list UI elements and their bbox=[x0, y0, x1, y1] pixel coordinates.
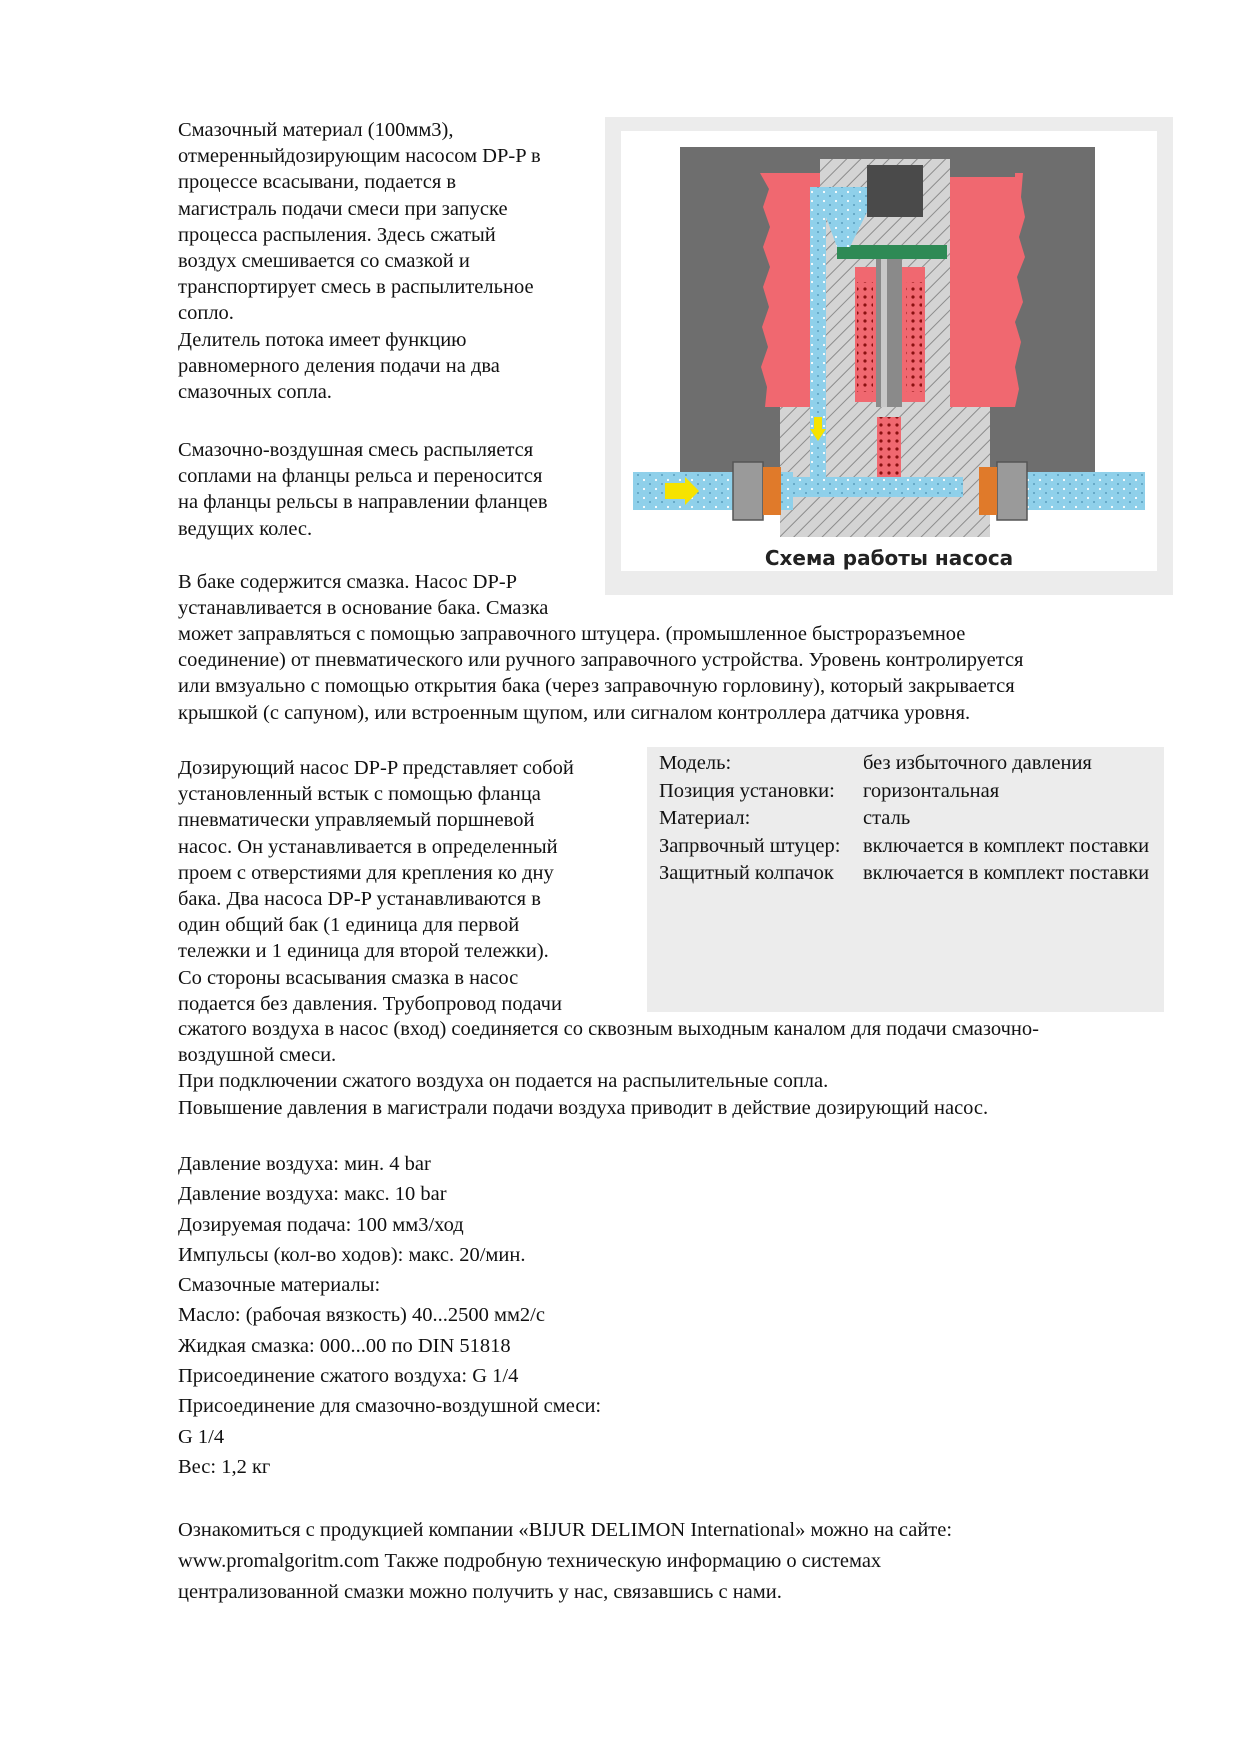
technical-specs bbox=[178, 1149, 878, 1482]
spec-line: Давление воздуха: макс. 10 bar bbox=[178, 1183, 447, 1206]
spec-table bbox=[647, 747, 1164, 1012]
tank-paragraph-start bbox=[178, 569, 598, 621]
table-row bbox=[647, 751, 1164, 779]
spec-line: Импульсы (кол-во ходов): макс. 20/мин. bbox=[178, 1243, 526, 1266]
table-row bbox=[647, 834, 1164, 862]
text-line: может заправляться с помощью заправочного штуцера. (промышленное быстроразъемное bbox=[178, 623, 966, 645]
spring-left bbox=[857, 282, 873, 392]
text-line: Ознакомиться с продукцией компании «BIJUR DELIMON International» можно на сайте: bbox=[178, 1519, 953, 1541]
text-line: устанавливается в основание бака. Смазка bbox=[178, 597, 549, 620]
figure-caption: Схема работы насоса bbox=[764, 546, 1014, 570]
cap bbox=[867, 165, 923, 217]
text-line: транспортирует смесь в распылительное bbox=[178, 276, 534, 299]
spec-value: сталь bbox=[863, 807, 911, 830]
spec-key: Позиция установки: bbox=[659, 779, 835, 802]
tank-paragraph-continued bbox=[178, 621, 1168, 726]
text-line: воздушной смеси. bbox=[178, 1044, 337, 1067]
spec-line: Масло: (рабочая вязкость) 40...2500 мм2/с bbox=[178, 1304, 545, 1327]
text-line: крышкой (с сапуном), или встроенным щупом, или сигналом контроллера датчика уровня. bbox=[178, 701, 971, 724]
text-line: ведущих колес. bbox=[178, 517, 313, 540]
text-line: проем с отверстиями для крепления ко дну bbox=[178, 861, 554, 884]
text-line: процессе всасывани, подается в bbox=[178, 171, 457, 194]
text-line: Повышение давления в магистрали подачи воздуха приводит в действие дозирующий насос. bbox=[178, 1096, 989, 1119]
spring-right bbox=[906, 282, 922, 392]
text-line: централизованной смазки можно получить у нас, связавшись с нами. bbox=[178, 1581, 782, 1603]
table-row bbox=[647, 861, 1164, 889]
spec-key: Материал: bbox=[659, 807, 751, 830]
text-line: тележки и 1 единица для второй тележки). bbox=[178, 940, 549, 963]
spec-key: Запрвочный штуцер: bbox=[659, 834, 841, 857]
spec-line: Вес: 1,2 кг bbox=[178, 1455, 271, 1478]
spec-line: G 1/4 bbox=[178, 1425, 225, 1448]
text-line: Смазочно-воздушная смесь распыляется bbox=[178, 439, 534, 461]
text-line: насос. Он устанавливается в определенный bbox=[178, 835, 558, 858]
spec-line: Смазочные материалы: bbox=[178, 1274, 381, 1297]
seal-left bbox=[763, 467, 781, 515]
text-line: пневматически управляемый поршневой bbox=[178, 809, 535, 832]
spec-line: Давление воздуха: мин. 4 bar bbox=[178, 1153, 431, 1175]
intro-paragraph bbox=[178, 117, 603, 405]
spec-key: Защитный колпачок bbox=[659, 862, 834, 885]
text-line: смазочных сопла. bbox=[178, 381, 332, 404]
spec-line: Жидкая смазка: 000...00 по DIN 51818 bbox=[178, 1334, 511, 1357]
mix-channel bbox=[793, 477, 963, 497]
text-line: www.promalgoritm.com Также подробную техническую информацию о системах bbox=[178, 1550, 882, 1572]
text-line: воздух смешивается со смазкой и bbox=[178, 250, 470, 273]
valve-plate bbox=[837, 245, 947, 259]
text-line: магистраль подачи смеси при запуске bbox=[178, 197, 508, 220]
spec-key: Модель: bbox=[659, 752, 732, 774]
text-line: сопло. bbox=[178, 302, 234, 325]
text-line: соплами на фланцы рельса и переносится bbox=[178, 465, 543, 488]
contact-paragraph bbox=[178, 1515, 1158, 1608]
spec-value: включается в комплект поставки bbox=[863, 834, 1150, 857]
text-line: соединение) от пневматического или ручного заправочного устройства. Уровень контролируется bbox=[178, 649, 1024, 672]
pump-paragraph-start bbox=[178, 755, 628, 1017]
text-line: Дозирующий насос DP-P представляет собой bbox=[178, 757, 574, 779]
spec-value: без избыточного давления bbox=[863, 752, 1092, 774]
text-line: подается без давления. Трубопровод подачи bbox=[178, 992, 562, 1015]
pump-paragraph-continued bbox=[178, 1016, 1178, 1121]
fitting-right bbox=[997, 462, 1027, 520]
text-line: Со стороны всасывания смазка в насос bbox=[178, 966, 519, 989]
pump-cross-section-diagram bbox=[605, 117, 1173, 595]
spray-paragraph bbox=[178, 437, 603, 542]
text-line: При подключении сжатого воздуха он подается на распылительные сопла. bbox=[178, 1070, 829, 1093]
pump-diagram-figure bbox=[605, 117, 1173, 595]
text-line: Смазочный материал (100мм3), bbox=[178, 119, 454, 141]
text-line: процесса распыления. Здесь сжатый bbox=[178, 223, 496, 246]
text-line: один общий бак (1 единица для первой bbox=[178, 914, 520, 937]
text-line: на фланцы рельсы в направлении фланцев bbox=[178, 491, 548, 514]
spec-value: горизонтальная bbox=[863, 779, 1000, 802]
fitting-left bbox=[733, 462, 763, 520]
table-row bbox=[647, 806, 1164, 834]
text-line: бака. Два насоса DP-P устанавливаются в bbox=[178, 888, 541, 911]
piston-rod bbox=[876, 257, 902, 407]
seal-right bbox=[979, 467, 997, 515]
text-line: В баке содержится смазка. Насос DP-P bbox=[178, 571, 518, 593]
text-line: равномерного деления подачи на два bbox=[178, 354, 500, 377]
table-row bbox=[647, 779, 1164, 807]
spec-value: включается в комплект поставки bbox=[863, 862, 1150, 885]
text-line: установленный встык с помощью фланца bbox=[178, 783, 541, 806]
text-line: Делитель потока имеет функцию bbox=[178, 328, 467, 351]
text-line: отмеренныйдозирующим насосом DP-P в bbox=[178, 145, 541, 168]
spec-line: Дозируемая подача: 100 мм3/ход bbox=[178, 1213, 464, 1236]
text-line: сжатого воздуха в насос (вход) соединяется со сквозным выходным каналом для подачи смазочно- bbox=[178, 1018, 1039, 1040]
spec-line: Присоединение сжатого воздуха: G 1/4 bbox=[178, 1365, 519, 1388]
spec-line: Присоединение для смазочно-воздушной смеси: bbox=[178, 1395, 602, 1418]
text-line: или вмзуально с помощью открытия бака (через заправочную горловину), который закрывается bbox=[178, 675, 1015, 698]
